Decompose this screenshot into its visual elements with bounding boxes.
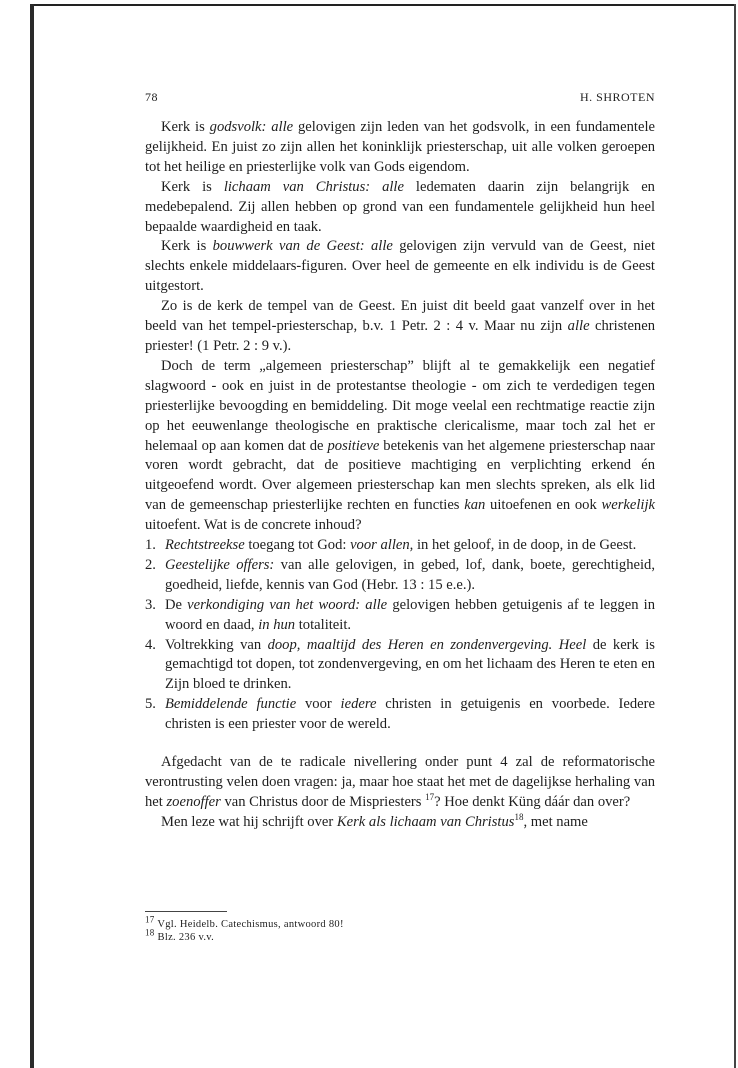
footnote-ref-17[interactable]: 17 — [425, 792, 435, 803]
paragraph-bouwwerk: Kerk is bouwwerk van de Geest: alle gelovigen zijn vervuld van de Geest, niet slechts enkele middelaars-figuren. Over heel de gemeente en elk individu is de Geest uitgestort. — [145, 238, 655, 295]
footnote-18: 18 Blz. 236 v.v. — [145, 927, 215, 943]
book-page — [145, 88, 655, 944]
list-item: 2. Geestelijke offers: van alle gelovigen, in gebed, lof, dank, boete, gerechtigheid, goedheid, liefde, kennis van God (Hebr. 13 : 15 e.e.). — [145, 556, 655, 593]
list-item: 5. Bemiddelende functie voor iedere christen in getuigenis en voorbede. Iedere christen is een priester voor de wereld. — [145, 696, 655, 733]
footnote-divider — [145, 911, 227, 912]
paragraph-tempel: Zo is de kerk de tempel van de Geest. En juist dit beeld gaat vanzelf over in het beeld van het tempel-priesterschap, b.v. 1 Petr. 2 : 4 v. Maar nu zijn alle christenen priester! (1 Petr. 2 : 9 v.). — [145, 298, 655, 354]
footnote-ref-18[interactable]: 18 — [514, 811, 524, 822]
section-gap — [145, 735, 655, 753]
paragraph-reformatorische-verontrusting: Afgedacht van de te radicale nivellering onder punt 4 zal de reformatorische verontrusting velen doen vragen: ja, maar hoe staat het met de dagelijkse herhaling van het zoenoffer van Christus door de Mispriesters $^{17}$? Hoe denkt Küng dáár dan over? — [145, 754, 655, 810]
paragraph-godsvolk: Kerk is godsvolk: alle gelovigen zijn leden van het godsvolk, in een fundamentele gelijkheid. En juist zo zijn allen het koninklijk priesterschap, uit alle volken geroepen tot het heilige en priesterlijke volk van Gods eigendom. — [145, 119, 655, 175]
list-item: 1. Rechtstreekse toegang tot God: voor allen, in het geloof, in de doop, in de Geest. — [145, 537, 637, 554]
footnotes — [145, 914, 655, 944]
list-item: 4. Voltrekking van doop, maaltijd des Heren en zondenvergeving. Heel de kerk is gemachtigd tot dopen, tot zondenvergeving, en om het lichaam des Heren te eten en Zijn bloed te drinken. — [145, 636, 655, 693]
list-item: 3. De verkondiging van het woord: alle gelovigen hebben getuigenis af te leggen in woord en daad, in hun totaliteit. — [145, 596, 655, 633]
scan-border-right — [734, 4, 736, 1068]
scan-border-left — [30, 4, 34, 1068]
page-number: 78 — [145, 90, 158, 104]
paragraph-men-leze: Men leze wat hij schrijft over Kerk als lichaam van Christus$^{18}$, met name — [161, 811, 588, 830]
footnote-17: 17 Vgl. Heidelb. Catechismus, antwoord 80! — [145, 914, 344, 930]
numbered-list — [145, 536, 655, 735]
scan-border-top — [30, 4, 736, 6]
paragraph-algemeen-priesterschap: Doch de term „algemeen priesterschap” blijft al te gemakkelijk een negatief slagwoord - ook en juist in de protestantse theologie - om zich te verdedigen tegen priesterlijke bevoogding en bemiddeling. Dit moge veelal een rechtmatige reactie zijn op het eeuwenlange theologische en praktische clericalisme, maar toch zal het er helemaal op aan komen dat de positieve betekenis van het algemene priesterschap naar voren wordt gebracht, dat de positieve machtiging en verplichting erkend én uitgeoefend wordt. Over algemeen priesterschap kan men slechts spreken, als elk lid van de gemeenschap priesterlijke rechten en functies kan uitoefenen en ook werkelijk uitoefent. Wat is de concrete inhoud? — [145, 357, 655, 534]
running-header — [145, 88, 655, 118]
paragraph-lichaam: Kerk is lichaam van Christus: alle ledematen daarin zijn belangrijk en medebepalend. Zij allen hebben op grond van een fundamentele gelijkheid hun heel bepaalde waardigheid en taak. — [145, 178, 655, 235]
running-title: H. SHROTEN — [579, 90, 655, 104]
